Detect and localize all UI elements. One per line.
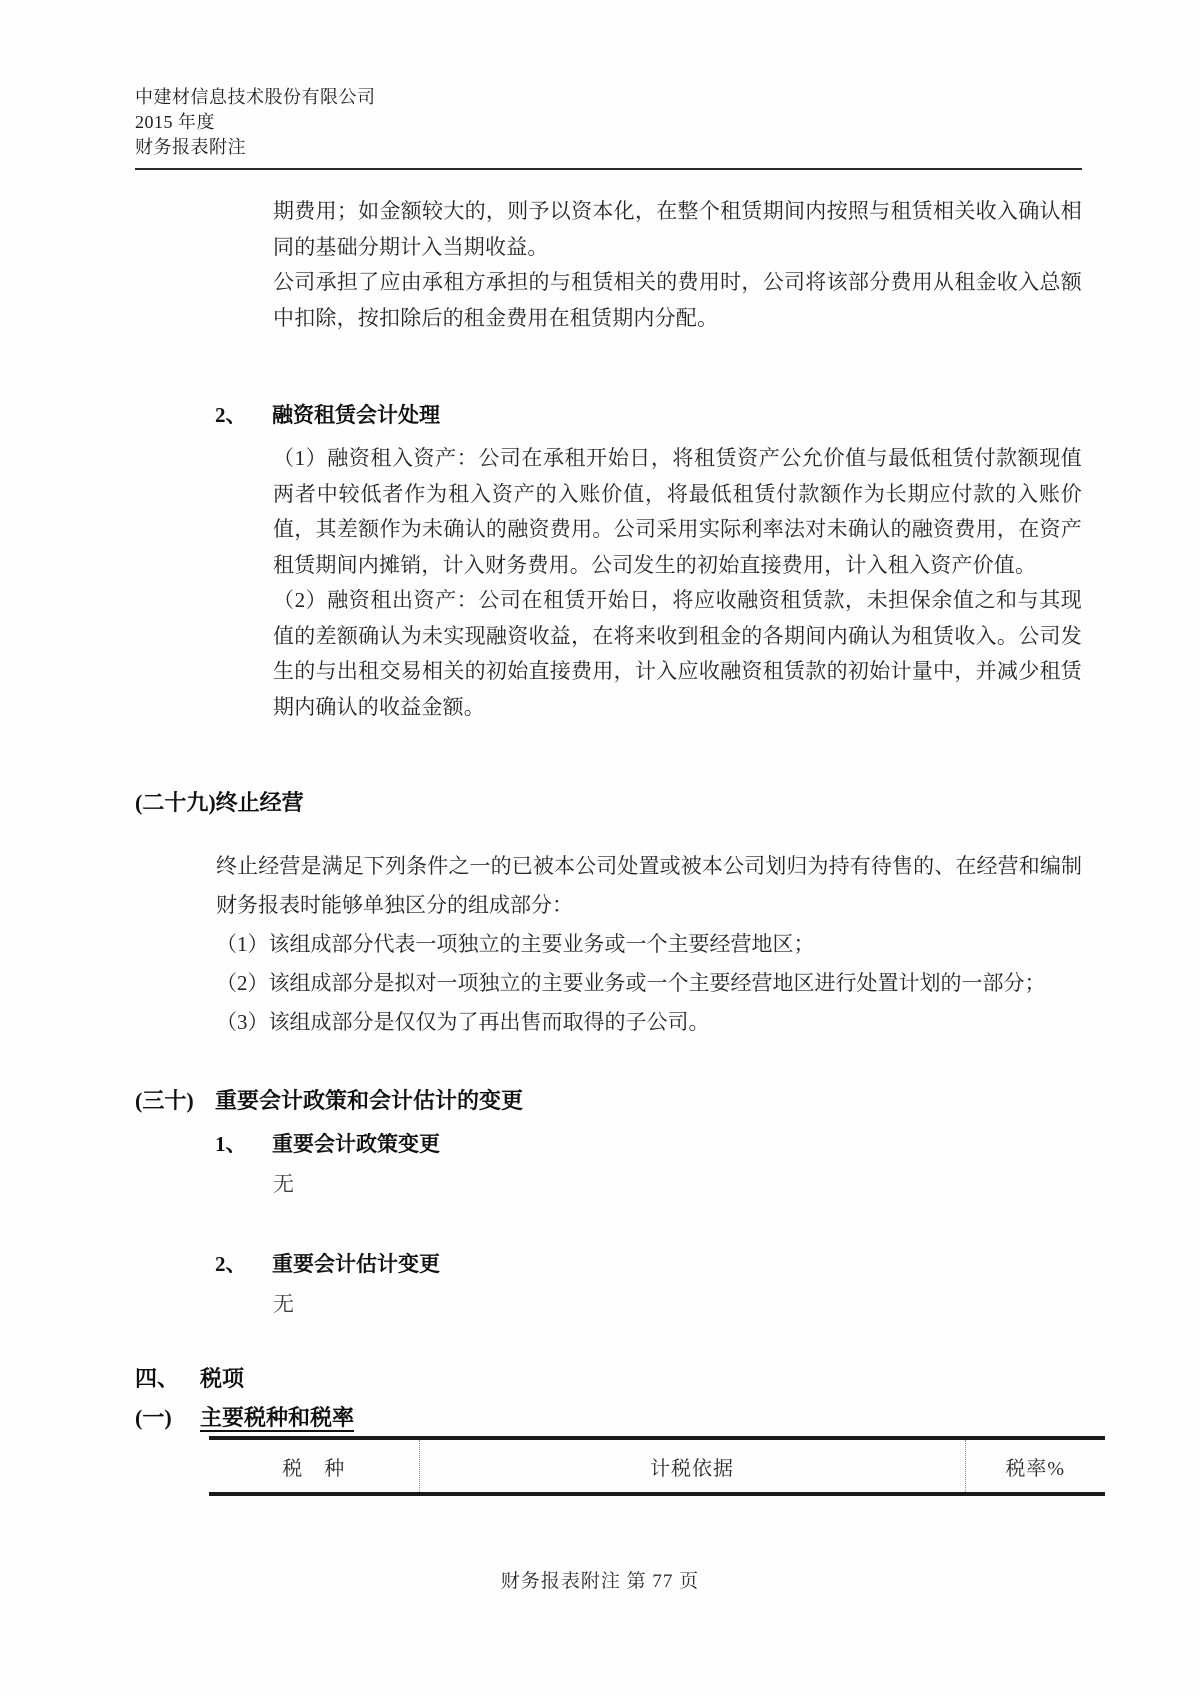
document-title: 财务报表附注: [135, 137, 246, 157]
discontinued-operations-heading: [135, 787, 1082, 819]
tax-section-title: 税项: [200, 1366, 245, 1391]
finance-lease-body: [273, 441, 1082, 725]
finance-lease-heading-title: 融资租赁会计处理: [272, 403, 440, 427]
accounting-changes-label: (三十): [135, 1088, 194, 1113]
discontinued-operations-item-2: （2）该组成部分是拟对一项独立的主要业务或一个主要经营地区进行处置计划的一部分；: [216, 971, 1046, 995]
discontinued-operations-intro: 终止经营是满足下列条件之一的已被本公司处置或被本公司划归为持有待售的、在经营和编制财务报表时能够单独区分的组成部分：: [216, 854, 1082, 917]
finance-lease-paragraph-2: （2）融资租出资产：公司在租赁开始日，将应收融资租赁款，未担保余值之和与其现值的差额确认为未实现融资收益，在将来收到租金的各期间内确认为租赁收入。公司发生的与出租交易相关的初始直接费用，计入应收融资租赁款的初始计量中，并减少租赁期内确认的收益金额。: [273, 588, 1082, 719]
policy-change-heading: [215, 1129, 1200, 1159]
lease-paragraph-2: 公司承担了应由承租方承担的与租赁相关的费用时，公司将该部分费用从租金收入总额中扣除，按扣除后的租金费用在租赁期内分配。: [273, 270, 1082, 330]
lease-paragraph-1: 期费用；如金额较大的，则予以资本化，在整个租赁期间内按照与租赁相关收入确认相同的基础分期计入当期收益。: [273, 199, 1082, 259]
company-name: 中建材信息技术股份有限公司: [135, 87, 376, 107]
discontinued-operations-item-3: （3）该组成部分是仅仅为了再出售而取得的子公司。: [216, 1010, 710, 1034]
tax-section-heading: [135, 1363, 1082, 1395]
tax-section-number: 四、: [135, 1366, 180, 1391]
tax-table-col-tax-type: 税 种: [282, 1457, 346, 1480]
discontinued-operations-title: 终止经营: [215, 790, 304, 815]
page-header: [135, 85, 1082, 170]
finance-lease-heading-number: 2、: [215, 403, 247, 427]
estimate-change-heading: [215, 1249, 1200, 1279]
discontinued-operations-item-1: （1）该组成部分代表一项独立的主要业务或一个主要经营地区；: [216, 932, 815, 956]
estimate-change-value: 无: [273, 1292, 294, 1316]
estimate-change-title: 重要会计估计变更: [272, 1252, 440, 1276]
policy-change-title: 重要会计政策变更: [272, 1132, 440, 1156]
lease-continuation-block: [273, 194, 1082, 336]
major-taxes-label: (一): [135, 1405, 172, 1430]
page-footer: 财务报表附注 第 77 页: [500, 1571, 700, 1592]
accounting-changes-title: 重要会计政策和会计估计的变更: [215, 1088, 524, 1113]
finance-lease-paragraph-1: （1）融资租入资产：公司在承租开始日，将租赁资产公允价值与最低租赁付款额现值两者中较低者作为租入资产的入账价值，将最低租赁付款额作为长期应付款的入账价值，其差额作为未确认的融资费用。公司采用实际利率法对未确认的融资费用，在资产租赁期间内摊销，计入财务费用。公司发生的初始直接费用，计入租入资产价值。: [273, 446, 1082, 577]
tax-table-col-rate: 税率%: [965, 1438, 1105, 1494]
major-taxes-title: 主要税种和税率: [200, 1405, 355, 1430]
tax-rate-table: [209, 1436, 1105, 1496]
finance-lease-heading: [215, 400, 1200, 430]
policy-change-number: 1、: [215, 1132, 247, 1156]
report-year: 2015 年度: [135, 112, 215, 132]
major-taxes-heading: [135, 1402, 1082, 1434]
estimate-change-number: 2、: [215, 1252, 247, 1276]
discontinued-operations-label: (二十九): [135, 790, 216, 815]
accounting-changes-heading: [135, 1085, 1082, 1117]
policy-change-value: 无: [273, 1172, 294, 1196]
tax-table-col-basis: 计税依据: [419, 1438, 965, 1494]
discontinued-operations-body: [216, 847, 1082, 1042]
tax-table-header-row: [209, 1438, 1105, 1494]
